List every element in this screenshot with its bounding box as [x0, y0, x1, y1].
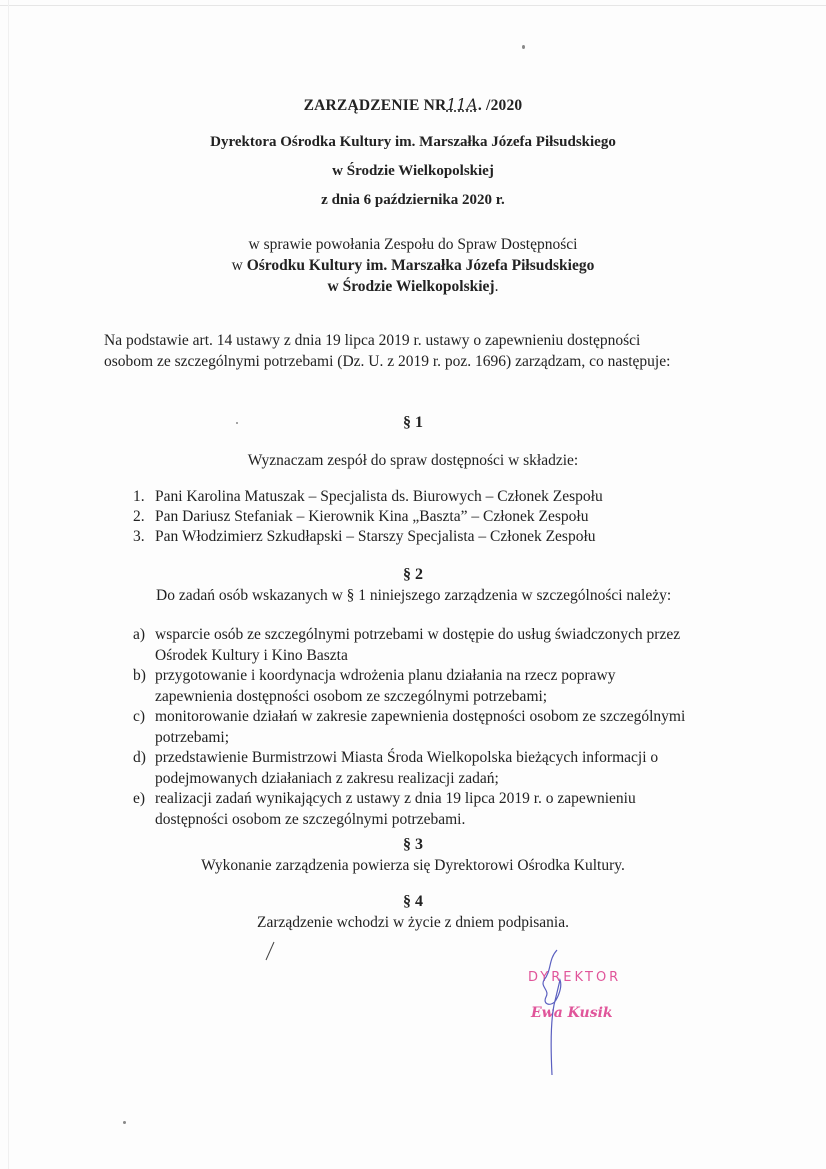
section-1-heading: § 1	[403, 414, 423, 431]
section-4-text: Zarządzenie wchodzi w życie z dniem podpisania.	[256, 914, 569, 931]
stamp-name: Ewa Kusik	[531, 1005, 613, 1021]
pen-mark	[264, 940, 276, 962]
task-line: wsparcie osób ze szczególnymi potrzebami w dostępie do usług świadczonych przez	[155, 626, 681, 643]
scan-edge-top	[0, 5, 826, 6]
task-line: monitorowanie działań w zakresie zapewnienia dostępności osobom ze szczególnymi	[155, 708, 686, 725]
subject-city: w Środzie Wielkopolskiej	[327, 278, 495, 295]
title-prefix: ZARZĄDZENIE NR	[303, 97, 447, 114]
task-line: dostępności osobom ze szczególnymi potrzebami.	[155, 811, 466, 828]
section-2-intro: Do zadań osób wskazanych w § 1 niniejszego zarządzenia w szczególności należy:	[156, 587, 672, 604]
preamble-line-2: osobom ze szczególnymi potrzebami (Dz. U. z 2019 r. poz. 1696) zarządzam, co następuje:	[104, 353, 671, 370]
subject-line-3	[0, 278, 826, 296]
member-number: 3.	[133, 528, 145, 545]
task-label: d)	[133, 749, 146, 766]
member-text: Pani Karolina Matuszak – Specjalista ds. Biurowych – Członek Zespołu	[155, 488, 603, 505]
scan-speck	[123, 1121, 126, 1124]
task-label: b)	[133, 667, 146, 684]
section-1-intro: Wyznaczam zespół do spraw dostępności w składzie:	[247, 452, 579, 469]
date-line: z dnia 6 października 2020 r.	[321, 192, 505, 208]
subject-period: .	[494, 278, 499, 295]
document-title	[0, 96, 826, 115]
handwritten-number: 11A	[446, 96, 478, 114]
member-text: Pan Włodzimierz Szkudłapski – Starszy Specjalista – Członek Zespołu	[155, 528, 596, 545]
member-number: 2.	[133, 508, 145, 525]
subject-prefix: w	[231, 257, 247, 274]
issuer-line-2: w Środzie Wielkopolskiej	[332, 163, 494, 179]
task-line: przygotowanie i koordynacja wdrożenia planu działania na rzecz poprawy	[155, 667, 616, 684]
task-line: zapewnienia dostępności osobom ze szczególnymi potrzebami;	[155, 688, 548, 705]
issuer-line-1: Dyrektora Ośrodka Kultury im. Marszałka Józefa Piłsudskiego	[210, 134, 616, 150]
task-label: e)	[133, 790, 146, 807]
title-suffix: . /2020	[477, 97, 523, 114]
section-2-heading: § 2	[403, 566, 423, 583]
section-3-text: Wykonanie zarządzenia powierza się Dyrektorowi Ośrodka Kultury.	[201, 857, 625, 874]
section-3-heading: § 3	[403, 836, 423, 853]
task-line: przedstawienie Burmistrzowi Miasta Środa Wielkopolska bieżących informacji o	[155, 749, 659, 766]
signature	[530, 945, 590, 1080]
subject-line-1: w sprawie powołania Zespołu do Spraw Dostępności	[248, 236, 578, 253]
scan-speck	[522, 45, 525, 49]
task-label: a)	[133, 626, 146, 643]
member-text: Pan Dariusz Stefaniak – Kierownik Kina „Baszta” – Członek Zespołu	[155, 508, 589, 525]
task-line: potrzebami;	[155, 729, 230, 746]
subject-line-2	[0, 257, 826, 275]
preamble-line-1: Na podstawie art. 14 ustawy z dnia 19 lipca 2019 r. ustawy o zapewnieniu dostępności	[104, 332, 641, 349]
member-number: 1.	[133, 488, 145, 505]
task-line: podejmowanych działaniach z zakresu realizacji zadań;	[155, 770, 499, 787]
task-line: realizacji zadań wynikających z ustawy z dnia 19 lipca 2019 r. o zapewnieniu	[155, 790, 636, 807]
task-label: c)	[133, 708, 146, 725]
subject-institution: Ośrodku Kultury im. Marszałka Józefa Piłsudskiego	[246, 257, 595, 274]
stamp-role: DYREKTOR	[528, 970, 622, 985]
section-4-heading: § 4	[403, 893, 423, 910]
task-line: Ośrodek Kultury i Kino Baszta	[155, 647, 348, 664]
